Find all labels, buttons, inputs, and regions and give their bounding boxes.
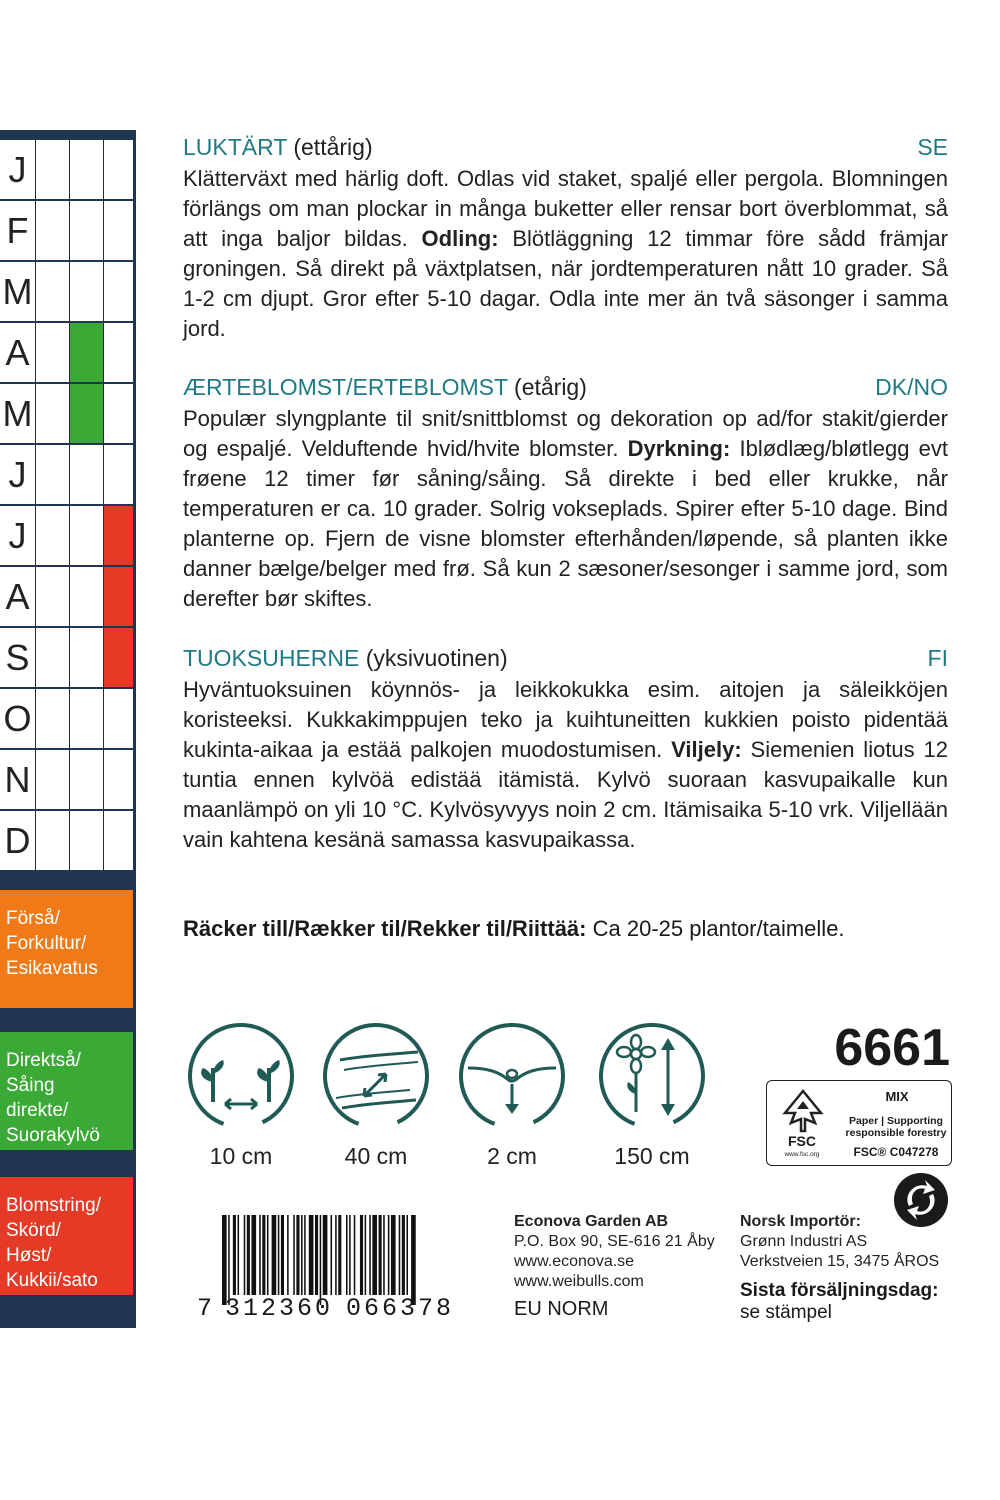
sowing-depth-icon (458, 1022, 566, 1130)
barcode-bar (406, 1215, 408, 1295)
direct-cell (69, 201, 103, 260)
month-row (0, 384, 133, 443)
month-letter: J (8, 515, 27, 556)
direct-cell (69, 750, 103, 809)
month-row (0, 323, 133, 382)
section-heading (183, 372, 948, 404)
barcode-bar (244, 1215, 246, 1295)
forsa-cell (35, 750, 69, 809)
bloom-cell (103, 262, 133, 321)
legend-line: Skörd/ (6, 1220, 61, 1241)
fsc-badge (766, 1080, 952, 1166)
legend-line: Høst/ (6, 1245, 52, 1266)
barcode-bar (331, 1215, 333, 1295)
direct-cell-active (69, 323, 103, 382)
forsa-cell (35, 506, 69, 565)
yield-value: Ca 20-25 plantor/taimelle. (592, 916, 845, 941)
row-spacing-icon (322, 1022, 430, 1130)
direct-cell (69, 262, 103, 321)
barcode-bar (383, 1215, 385, 1295)
barcode-bar (304, 1215, 306, 1295)
best-before (740, 1280, 938, 1324)
barcode-bar (293, 1215, 295, 1295)
forsa-cell (35, 445, 69, 504)
month-row (0, 567, 133, 626)
plant-subtitle: (ettårig) (293, 134, 373, 160)
legend-line: Suorakylvö (6, 1125, 100, 1146)
forsa-cell (35, 689, 69, 748)
legend-blomstring (0, 1177, 133, 1295)
barcode-bar (281, 1215, 284, 1295)
bloom-cell (103, 384, 133, 443)
barcode-bar (369, 1215, 371, 1295)
month-letter: A (5, 576, 30, 617)
yield-label: Räcker till/Rækker til/Rekker til/Riittää: (183, 916, 587, 941)
barcode-bar (391, 1215, 396, 1295)
plant-name: ÆRTEBLOMST/ERTEBLOMST (183, 374, 508, 400)
forsa-cell (35, 384, 69, 443)
fsc-desc-line: Paper | Supporting (849, 1115, 943, 1127)
fsc-label: FSC (788, 1133, 816, 1149)
bloom-cell-active (103, 567, 133, 626)
company-web-2: www.weibulls.com (514, 1273, 644, 1290)
legend-direktsa (0, 1032, 133, 1150)
barcode-bar (365, 1215, 367, 1295)
barcode-bar (272, 1215, 277, 1295)
cultivation-text: Iblødlæg/bløtlegg evt frøene 12 timer før såning/såing. Så direkte i bed eller krukke, når temperaturen er ca. 10 grader. Solrig vokseplads. Spirer efter 5-10 dage. Bind planterne op. Fjern de visne blomster efterhånden/løpende, så planten ikke danner bælge/belger med frø. Så kun 2 sæsoner/sesonger i samme jord, som derefter bør skiftes. (183, 436, 948, 611)
best-before-title: Sista försäljningsdag: (740, 1280, 939, 1301)
description-text: Populær slyngplante til snit/snittblomst og dekoration op ad/for stakit/gierder og espaljé. Velduftende hvid/hvite blomster. (183, 406, 948, 461)
bloom-cell (103, 750, 133, 809)
row-spacing-label: 40 cm (344, 1143, 408, 1169)
sowing-depth-label: 2 cm (487, 1143, 537, 1169)
forsa-cell (35, 323, 69, 382)
barcode-bar (301, 1215, 303, 1295)
yield-info (183, 914, 948, 944)
forsa-cell (35, 567, 69, 626)
barcode-bar (349, 1215, 351, 1295)
legend-line: Såing (6, 1075, 55, 1096)
section-finnish (183, 643, 948, 855)
barcode-bar (372, 1215, 377, 1295)
month-letter: M (2, 393, 33, 434)
cultivation-text: Siemenien liotus 12 tuntia ennen kylvöä edistää itämistä. Kylvö suoraan kasvupaikalle kun maanlämpö on yli 10 °C. Kylvösyvyys noin 2 cm. Itämisaika 5-10 vrk. Viljellään vain kahtena kesänä samassa kasvupaikassa. (183, 737, 948, 852)
legend-line: Blomstring/ (6, 1195, 102, 1216)
barcode-bar (315, 1215, 318, 1295)
direct-cell-active (69, 384, 103, 443)
legend-line: Förså/ (6, 908, 60, 929)
legend-line: Direktså/ (6, 1050, 81, 1071)
barcode-bar (335, 1215, 337, 1295)
month-row (0, 811, 133, 870)
barcode-bar (399, 1215, 401, 1295)
plant-spacing-icon (187, 1022, 295, 1130)
barcode-bar (262, 1215, 265, 1295)
bloom-cell (103, 811, 133, 870)
barcode-bar (388, 1215, 390, 1295)
month-row (0, 506, 133, 565)
barcode-left-digits: 312360 (225, 1294, 334, 1323)
legend-forsa (0, 890, 133, 1008)
section-heading (183, 643, 948, 675)
section-body (183, 404, 948, 614)
language-code: FI (927, 645, 948, 671)
month-letter: D (4, 820, 31, 861)
month-letter: S (5, 637, 30, 678)
barcode-bar (338, 1215, 341, 1295)
company-address (514, 1212, 715, 1292)
language-code: DK/NO (875, 374, 948, 400)
month-letter: O (3, 698, 32, 739)
bloom-cell-active (103, 628, 133, 687)
month-row (0, 445, 133, 504)
language-code: SE (917, 134, 948, 160)
forsa-cell (35, 262, 69, 321)
plant-subtitle: (etårig) (514, 374, 587, 400)
forsa-cell (35, 628, 69, 687)
barcode-bar (259, 1215, 261, 1295)
direct-cell (69, 445, 103, 504)
forsa-cell (35, 811, 69, 870)
month-letter: N (4, 759, 31, 800)
month-letter: J (8, 149, 27, 190)
cultivation-label: Odling: (421, 226, 499, 251)
fsc-code: FSC® C047278 (853, 1145, 939, 1159)
section-body (183, 164, 948, 344)
barcode-bar (233, 1215, 236, 1295)
month-letter: J (8, 454, 27, 495)
section-swedish (183, 132, 948, 344)
company-web-1: www.econova.se (514, 1253, 635, 1270)
barcode-bar (228, 1215, 230, 1305)
barcode-bar (238, 1215, 240, 1295)
legend-line: Kukkii/sato (6, 1270, 98, 1291)
company-name: Econova Garden AB (514, 1213, 669, 1230)
plant-name: LUKTÄRT (183, 134, 287, 160)
barcode-bar (411, 1215, 416, 1305)
barcode-bar (267, 1215, 269, 1295)
fsc-desc-line: responsible forestry (845, 1127, 947, 1139)
plant-height-label: 150 cm (614, 1143, 690, 1169)
barcode-bar (402, 1215, 405, 1295)
importer-title: Norsk Importör: (740, 1213, 861, 1230)
month-row (0, 140, 133, 199)
barcode-bar (346, 1215, 348, 1295)
fsc-mix: MIX (885, 1089, 909, 1104)
plant-subtitle: (yksivuotinen) (365, 645, 508, 671)
barcode-bar (278, 1215, 280, 1295)
importer-address (740, 1212, 939, 1272)
barcode-bar (222, 1215, 227, 1305)
month-row (0, 750, 133, 809)
barcode-bar (354, 1215, 356, 1295)
fsc-description (841, 1115, 951, 1139)
direct-cell (69, 506, 103, 565)
section-body (183, 675, 948, 855)
bloom-cell (103, 445, 133, 504)
barcode-first-digit: 7 (197, 1294, 216, 1323)
section-danish-norwegian (183, 372, 948, 614)
cultivation-label: Viljely: (671, 737, 742, 762)
importer-name: Grønn Industri AS (740, 1233, 868, 1250)
legend-line: direkte/ (6, 1100, 69, 1121)
legend-line: Forkultur/ (6, 933, 87, 954)
description-text: Hyväntuoksuinen köynnös- ja leikkokukka esim. aitojen ja säleikköjen koristeeksi. Kukkakimppujen teko ja kuihtuneitten kukkien poisto pidentää kukinta-aikaa ja estää palkojen muodostumisen. (183, 677, 948, 762)
article-number: 6661 (834, 1019, 950, 1077)
direct-cell (69, 689, 103, 748)
direct-cell (69, 140, 103, 199)
company-po-box: P.O. Box 90, SE-616 21 Åby (514, 1233, 715, 1250)
cultivation-text: Blötläggning 12 timmar före sådd främjar groningen. Så direkt på växtplatsen, när jordtemperaturen nått 10 grader. Så 1-2 cm djupt. Gror efter 5-10 dagar. Odla inte mer än två säsonger i samma jord. (183, 226, 948, 341)
barcode (220, 1215, 470, 1305)
month-row (0, 262, 133, 321)
cultivation-label: Dyrkning: (627, 436, 731, 461)
barcode-right-digits: 066378 (346, 1294, 455, 1323)
barcode-bar (247, 1215, 250, 1295)
barcode-bar (320, 1215, 322, 1305)
legend-line: Esikavatus (6, 958, 98, 979)
description-text: Klätterväxt med härlig doft. Odlas vid staket, spaljé eller pergola. Blomningen förlängs om man plockar in många buketter eller rensar bort överblommat, så att inga baljor bildas. (183, 166, 948, 251)
month-row (0, 628, 133, 687)
plant-spacing-label: 10 cm (209, 1143, 273, 1169)
forsa-cell (35, 201, 69, 260)
barcode-bar (360, 1215, 363, 1295)
plant-name: TUOKSUHERNE (183, 645, 360, 671)
barcode-bar (287, 1215, 289, 1295)
direct-cell (69, 628, 103, 687)
month-letter: M (2, 271, 33, 312)
barcode-bar (309, 1215, 314, 1295)
eu-norm: EU NORM (514, 1298, 609, 1320)
fsc-tree-icon (777, 1087, 829, 1133)
importer-street: Verkstveien 15, 3475 ÅROS (740, 1253, 940, 1270)
fsc-web: www.fsc.org (784, 1151, 820, 1158)
best-before-value: se stämpel (740, 1302, 832, 1323)
direct-cell (69, 567, 103, 626)
month-row (0, 201, 133, 260)
plant-height-icon (598, 1022, 706, 1130)
bloom-cell (103, 201, 133, 260)
bloom-cell (103, 689, 133, 748)
direct-cell (69, 811, 103, 870)
month-letter: F (6, 210, 29, 251)
month-row (0, 689, 133, 748)
forsa-cell (35, 140, 69, 199)
barcode-bar (323, 1215, 328, 1295)
bloom-cell (103, 323, 133, 382)
section-heading (183, 132, 948, 164)
barcode-bar (379, 1215, 382, 1295)
month-letter: A (5, 332, 30, 373)
barcode-bar (251, 1215, 256, 1295)
barcode-bar (296, 1215, 299, 1295)
bloom-cell-active (103, 506, 133, 565)
bloom-cell (103, 140, 133, 199)
